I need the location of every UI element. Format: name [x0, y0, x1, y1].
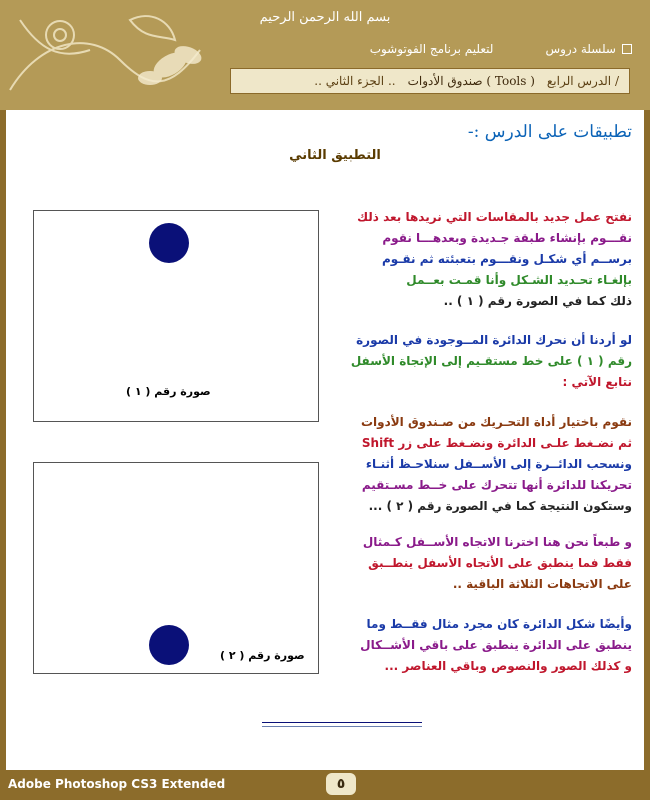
- right-border: [644, 110, 650, 770]
- paragraph-1: [332, 207, 632, 312]
- divider: [262, 726, 422, 727]
- figure-2: [33, 462, 319, 674]
- section-heading: تطبيقات على الدرس :-: [467, 122, 632, 142]
- paragraph-5: [332, 614, 632, 677]
- text-line: و طبعاً نحن هنا اخترنا الاتجاه الأســفل كـمثال: [362, 535, 632, 549]
- divider: [262, 722, 422, 723]
- circle-shape: [149, 625, 189, 665]
- floral-ornament-icon: [0, 0, 250, 110]
- text-line: رقم ( ١ ) على خط مستقـيم إلى الإتجاة الأسفل: [350, 354, 632, 368]
- text-line: برســم أي شكـل ونقـــوم بتعبئته ثم نقـوم: [381, 252, 632, 266]
- text-line: ونسحب الدائــرة إلى الأســفل سنلاحـظ أثنـاء: [365, 457, 632, 471]
- figure-2-caption: صورة رقم ( ٢ ): [220, 649, 305, 662]
- left-border: [0, 110, 6, 770]
- lesson-tools: صندوق الأدوات ( Tools ): [407, 74, 535, 88]
- section-subheading: التطبيق الثاني: [289, 148, 381, 163]
- text-line: نفتح عمل جديد بالمقاسات التي نريدها بعد ذلك: [357, 210, 632, 224]
- text-line: ثم نضـغط علـى الدائرة ونضـغط على زر Shift: [361, 436, 632, 450]
- product-name: Adobe Photoshop CS3 Extended: [8, 777, 226, 791]
- page-number: ٥: [326, 773, 356, 795]
- lesson-bar: [230, 68, 630, 94]
- lesson-number: الدرس الرابع /: [546, 74, 619, 88]
- text-line: على الاتجاهات الثلاثة الباقية ..: [452, 577, 632, 591]
- footer-bar: [0, 770, 650, 800]
- paragraph-4: [332, 532, 632, 595]
- series-line: [370, 42, 632, 56]
- text-line: ينطبق على الدائرة ينطبق على باقي الأشــكال: [360, 638, 632, 652]
- circle-shape: [149, 223, 189, 263]
- series-title: لتعليم برنامج الفوتوشوب: [369, 42, 494, 56]
- lesson-part: .. الجزء الثاني ..: [314, 74, 396, 88]
- text-line: ذلك كما في الصورة رقم ( ١ ) ..: [443, 294, 632, 308]
- basmala-text: بسم الله الرحمن الرحيم: [259, 10, 391, 25]
- text-line: فقط فما ينطبق على الأتجاه الأسفل ينطــبق: [368, 556, 632, 570]
- figure-1: [33, 210, 319, 422]
- header-banner: [0, 0, 650, 110]
- text-line: بإلغـاء تحـديد الشـكل وأنا قمـت بعــمل: [406, 273, 632, 287]
- paragraph-3: [332, 412, 632, 517]
- series-label: سلسلة دروس: [545, 42, 616, 56]
- text-line: وأيضًا شكل الدائرة كان مجرد مثال فقــط وما: [366, 617, 632, 631]
- text-line: تحريكنا للدائرة أنها تتحرك على خــط مسـتقيم: [361, 478, 632, 492]
- square-bullet-icon: [622, 44, 632, 54]
- figure-1-caption: صورة رقم ( ١ ): [126, 385, 211, 398]
- text-line: و كذلك الصور والنصوص وباقي العناصر ...: [384, 659, 632, 673]
- text-line: نقـــوم بإنشاء طبقة جـديدة وبعدهـــا نقوم: [382, 231, 632, 245]
- text-line: نقوم باختيار أداة التحـريك من صـندوق الأدوات: [360, 415, 632, 429]
- text-line: وستكون النتيجة كما في الصورة رقم ( ٢ ) ...: [368, 499, 632, 513]
- paragraph-2: [332, 330, 632, 393]
- text-line: لو أردنا أن نحرك الدائرة المــوجودة في الصورة: [356, 333, 632, 347]
- text-line: نتابع الآتي :: [562, 375, 632, 389]
